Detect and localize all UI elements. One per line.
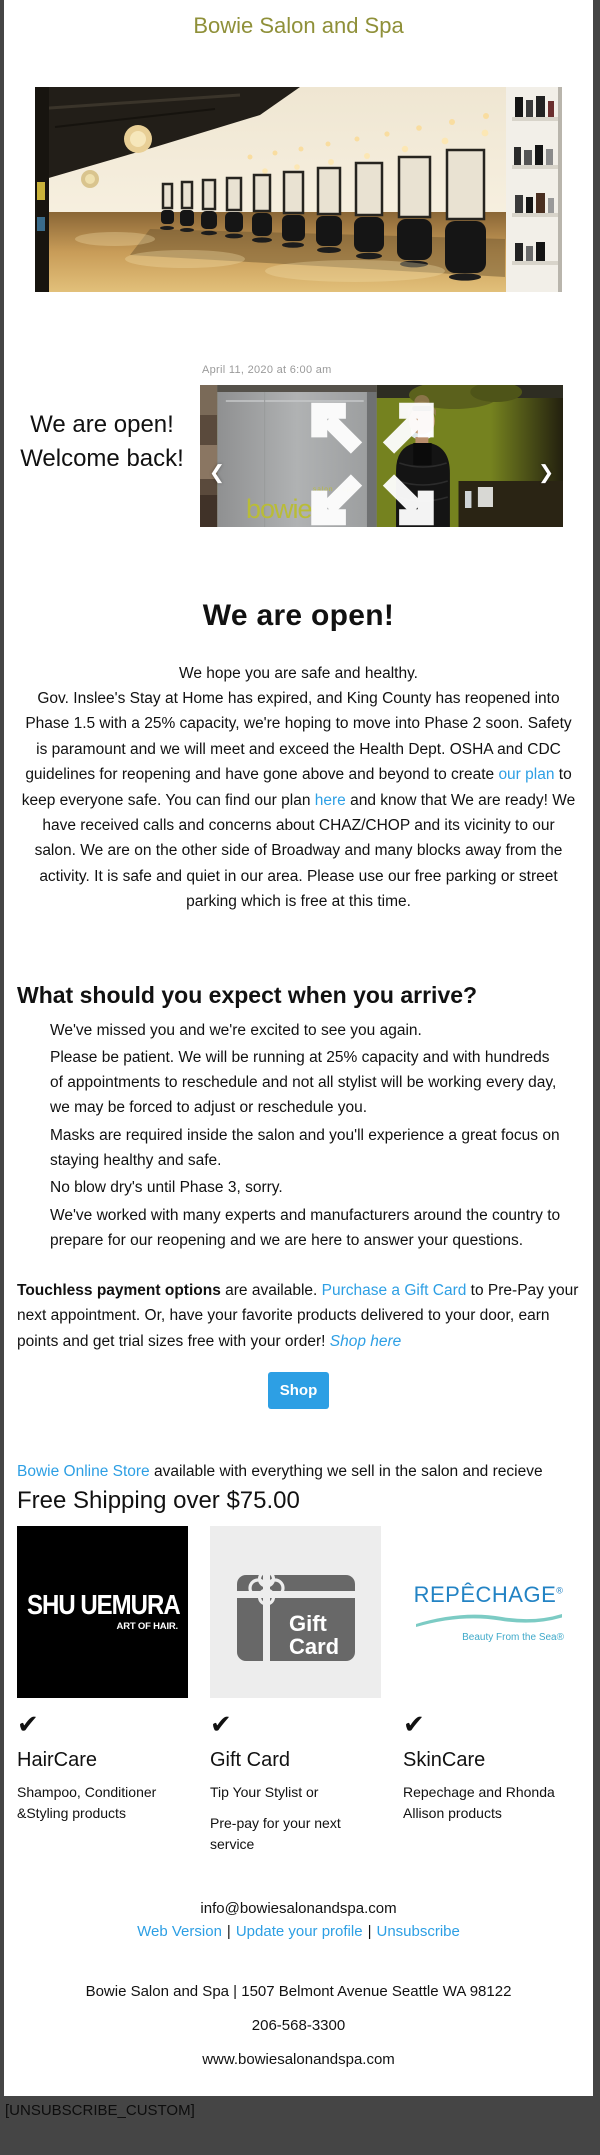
product-description: Tip Your Stylist or Pre-pay for your next service bbox=[210, 1784, 341, 1853]
shop-here-link[interactable]: Shop here bbox=[329, 1332, 402, 1350]
bowie-logo-wordmark: bowie bbox=[246, 493, 312, 524]
email-body bbox=[4, 0, 593, 2096]
welcome-text-block bbox=[4, 364, 200, 527]
footer-email: info@bowiesalonandspa.com bbox=[200, 1900, 397, 1918]
gift-card-label-line2: Card bbox=[288, 1634, 339, 1660]
shu-uemura-logo[interactable] bbox=[17, 1526, 188, 1698]
footer-phone: 206-568-3300 bbox=[251, 2017, 346, 2035]
gift-card-image[interactable] bbox=[210, 1526, 381, 1698]
purchase-gift-card-link[interactable]: Purchase a Gift Card bbox=[321, 1281, 467, 1299]
unsubscribe-link[interactable]: Unsubscribe bbox=[376, 1923, 460, 1941]
repechage-wordmark: REPÊCHAGE® bbox=[413, 1581, 564, 1607]
welcome-line-2: Welcome back! bbox=[20, 445, 184, 473]
salon-interior-illustration bbox=[35, 87, 562, 292]
shop-button-row bbox=[4, 1372, 593, 1409]
footer-address: Bowie Salon and Spa | 1507 Belmont Avenue Seattle WA 98122 bbox=[85, 1983, 512, 2001]
carousel-next-icon[interactable]: ❯ bbox=[538, 462, 554, 484]
expectation-item: We've missed you and we're excited to see you again. bbox=[50, 1021, 422, 1039]
post-date-caption: April 11, 2020 at 6:00 am bbox=[202, 363, 332, 376]
expand-icon[interactable] bbox=[200, 393, 554, 527]
online-store-link[interactable]: Bowie Online Store bbox=[17, 1463, 150, 1481]
expectation-item: We've worked with many experts and manufacturers around the country to prepare for our reopening and we are here to answer your questions. bbox=[50, 1207, 561, 1250]
announcement-body bbox=[20, 661, 577, 915]
store-text: available with everything we sell in the salon and recieve bbox=[149, 1463, 543, 1481]
product-description: Shampoo, Conditioner &Styling products bbox=[17, 1784, 157, 1822]
our-plan-link[interactable]: our plan bbox=[498, 766, 555, 784]
plan-here-link[interactable]: here bbox=[314, 791, 346, 809]
shop-button[interactable]: Shop bbox=[268, 1372, 330, 1409]
announcement-intro: We hope you are safe and healthy. bbox=[179, 664, 418, 682]
check-icon: ✔ bbox=[403, 1709, 425, 1740]
product-title: Gift Card bbox=[210, 1749, 291, 1772]
expectation-item: No blow dry's until Phase 3, sorry. bbox=[50, 1179, 283, 1197]
welcome-section bbox=[4, 364, 593, 527]
announcement-text-2: to keep everyone safe. You can find our plan bbox=[21, 766, 572, 809]
expectation-item: Masks are required inside the salon and you'll experience a great focus on staying healthy and safe. bbox=[50, 1126, 560, 1169]
check-icon: ✔ bbox=[17, 1709, 39, 1740]
welcome-line-1: We are open! bbox=[30, 410, 174, 438]
footer-links bbox=[4, 1923, 593, 1940]
bowie-logo-tagline: salon • spa bbox=[313, 485, 356, 493]
check-icon: ✔ bbox=[210, 1709, 232, 1740]
expectations-heading: What should you expect when you arrive? bbox=[17, 981, 478, 1008]
footer-separator: | bbox=[226, 1923, 231, 1941]
carousel-prev-icon[interactable]: ❮ bbox=[209, 462, 225, 484]
announcement-text-3: and know that We are ready! We have received calls and concerns about CHAZ/CHOP and its vicinity to our salon. We are on the other side of Broadway and many blocks away from the activity. It is safe and quiet in our area. Please use our free parking or street parking which is free at this time. bbox=[34, 791, 576, 911]
product-column-haircare bbox=[17, 1526, 188, 1855]
product-title: SkinCare bbox=[403, 1749, 486, 1772]
announcement-text-1: Gov. Inslee's Stay at Home has expired, and King County has reopened into Phase 1.5 with a 25% capacity, we're hoping to move into Phase 2 soon. Safety is paramount and we will meet and exceed the Health Dept. OSHA and CDC guidelines for reopening and have gone above and beyond to create bbox=[25, 690, 572, 784]
expectations-list bbox=[50, 1019, 565, 1254]
repechage-tagline: Beauty From the Sea® bbox=[462, 1631, 564, 1643]
expectation-item: Please be patient. We will be running at 25% capacity and with hundreds of appointments to reschedule and not all stylist will be working every day, we may be forced to adjust or reschedule you. bbox=[50, 1049, 557, 1117]
products-row bbox=[17, 1526, 581, 1855]
repechage-logo[interactable] bbox=[403, 1526, 574, 1698]
payment-paragraph bbox=[17, 1278, 579, 1354]
carousel-image[interactable] bbox=[200, 385, 563, 527]
shu-uemura-wordmark: SHU UEMURA bbox=[27, 1589, 180, 1621]
web-version-link[interactable]: Web Version bbox=[137, 1923, 222, 1941]
payment-text-2: to Pre-Pay your next appointment. Or, have your favorite products delivered to your door, earn points and get trial sizes free with your order! bbox=[17, 1281, 579, 1350]
free-shipping-text: Free Shipping over $75.00 bbox=[17, 1487, 300, 1515]
product-description: Repechage and Rhonda Allison products bbox=[403, 1784, 555, 1822]
gift-card-icon bbox=[221, 1551, 371, 1673]
footer-separator: | bbox=[367, 1923, 372, 1941]
gift-card-label-line1: Gift bbox=[288, 1611, 327, 1637]
salon-interior-photo bbox=[35, 87, 562, 292]
wave-icon bbox=[414, 1608, 564, 1630]
registered-mark: ® bbox=[556, 1585, 564, 1596]
store-line bbox=[17, 1463, 579, 1481]
product-title: HairCare bbox=[17, 1749, 98, 1772]
payment-lead: Touchless payment options bbox=[17, 1281, 221, 1299]
footer-website: www.bowiesalonandspa.com bbox=[202, 2051, 395, 2069]
carousel-column bbox=[200, 364, 593, 527]
unsubscribe-merge-tag: [UNSUBSCRIBE_CUSTOM] bbox=[5, 2102, 195, 2120]
payment-text-1: are available. bbox=[220, 1281, 322, 1299]
page-title: Bowie Salon and Spa bbox=[193, 13, 404, 38]
product-column-skincare bbox=[403, 1526, 574, 1855]
announcement-paragraph bbox=[20, 686, 577, 915]
update-profile-link[interactable]: Update your profile bbox=[235, 1923, 363, 1941]
product-column-giftcard bbox=[210, 1526, 381, 1855]
shu-uemura-tagline: ART OF HAIR. bbox=[116, 1621, 178, 1633]
announcement-heading: We are open! bbox=[202, 598, 395, 632]
